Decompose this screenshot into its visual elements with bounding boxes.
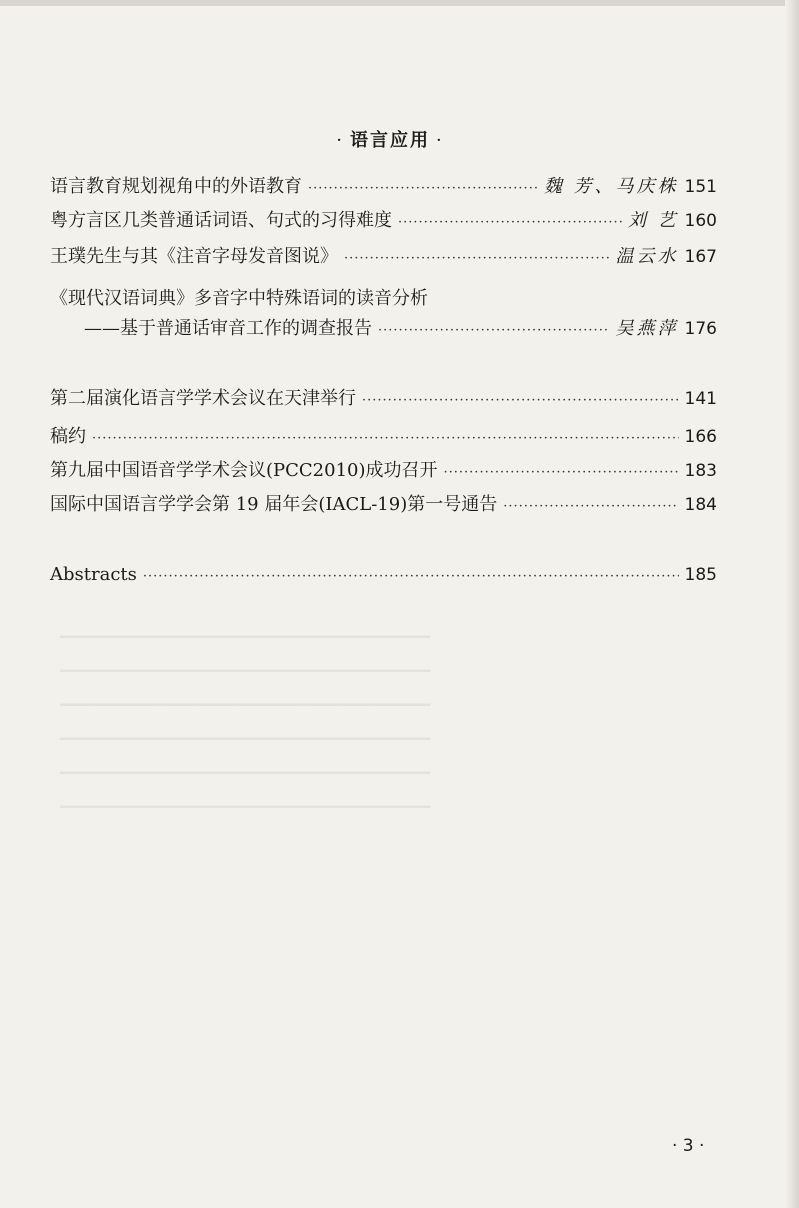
heading-text: 语言应用 — [350, 130, 430, 151]
entry-page: 141 — [684, 389, 717, 409]
entry-author: 刘 艺 — [627, 210, 679, 231]
entry-title: 粤方言区几类普通话词语、句式的习得难度 — [50, 210, 392, 231]
entry-page: 160 — [684, 211, 717, 231]
toc-entry-subtitle-line[interactable] — [84, 316, 717, 342]
heading-dot-left: · — [336, 130, 344, 151]
heading-dot-right: · — [436, 130, 444, 151]
toc-entry[interactable] — [50, 244, 717, 270]
entry-page: 185 — [684, 565, 717, 585]
entry-title: 王璞先生与其《注音字母发音图说》 — [50, 246, 338, 267]
entry-title: 第二届演化语言学学术会议在天津举行 — [50, 388, 356, 409]
entry-author: 温云水 — [615, 246, 679, 267]
dot-leader — [143, 564, 679, 590]
entry-title: 国际中国语言学学会第 19 届年会(IACL-19)第一号通告 — [50, 494, 498, 515]
entry-title: 语言教育规划视角中的外语教育 — [50, 176, 302, 197]
entry-author: 吴燕萍 — [615, 318, 679, 339]
entry-title: Abstracts — [50, 564, 137, 585]
toc-entry[interactable] — [50, 492, 717, 518]
entry-subtitle: ——基于普通话审音工作的调查报告 — [84, 318, 372, 339]
dot-leader — [503, 494, 678, 520]
dot-leader — [398, 210, 622, 236]
dot-leader — [308, 176, 538, 202]
entry-page: 167 — [684, 247, 717, 267]
entry-page: 183 — [684, 461, 717, 481]
toc-entry[interactable] — [50, 458, 717, 484]
toc-entry[interactable] — [50, 208, 717, 234]
entry-title: 《现代汉语词典》多音字中特殊语词的读音分析 — [50, 288, 428, 309]
toc-entry[interactable] — [50, 424, 717, 450]
page-number: · 3 · — [672, 1136, 705, 1156]
entry-page: 166 — [684, 427, 717, 447]
scan-right-edge — [785, 0, 799, 1208]
entry-title: 稿约 — [50, 426, 86, 447]
show-through-texture: ━━━━━━━━━━━━━━━━━━━━━━━━━━━━━━━━━━━━━━━━━ ━━━━━━━━━━━━━━━━━━━━━━━━━━━━━━━━━━━━━━━━━ ━━━━━━━━━━━━━━━━━━━━━━━━━━━━━━━━━━━━━━━━━ ━━━━━━━━━━━━━━━━━━━━━━━━━━━━━━━━━━━━━━━━━ ━━━━━━━━━━━━━━━━━━━━━━━━━━━━━━━━━━━━━━━━━ ━━━━━━━━━━━━━━━━━━━━━━━━━━━━━━━━━━━━━━━━━ — [60, 628, 431, 816]
toc-entry[interactable] — [50, 286, 717, 312]
entry-title: 第九届中国语音学学术会议(PCC2010)成功召开 — [50, 460, 438, 481]
scan-top-edge — [0, 0, 799, 6]
entry-page: 151 — [684, 177, 717, 197]
dot-leader — [444, 460, 679, 486]
entry-author: 魏 芳、马庆株 — [543, 176, 679, 197]
dot-leader — [378, 318, 610, 344]
dot-leader — [344, 246, 610, 272]
section-heading — [0, 126, 780, 152]
dot-leader — [92, 426, 679, 452]
toc-entry-abstracts[interactable] — [50, 562, 717, 588]
toc-entry[interactable] — [50, 174, 717, 200]
toc-entry[interactable] — [50, 386, 717, 412]
dot-leader — [362, 388, 679, 414]
entry-page: 176 — [684, 319, 717, 339]
entry-page: 184 — [684, 495, 717, 515]
